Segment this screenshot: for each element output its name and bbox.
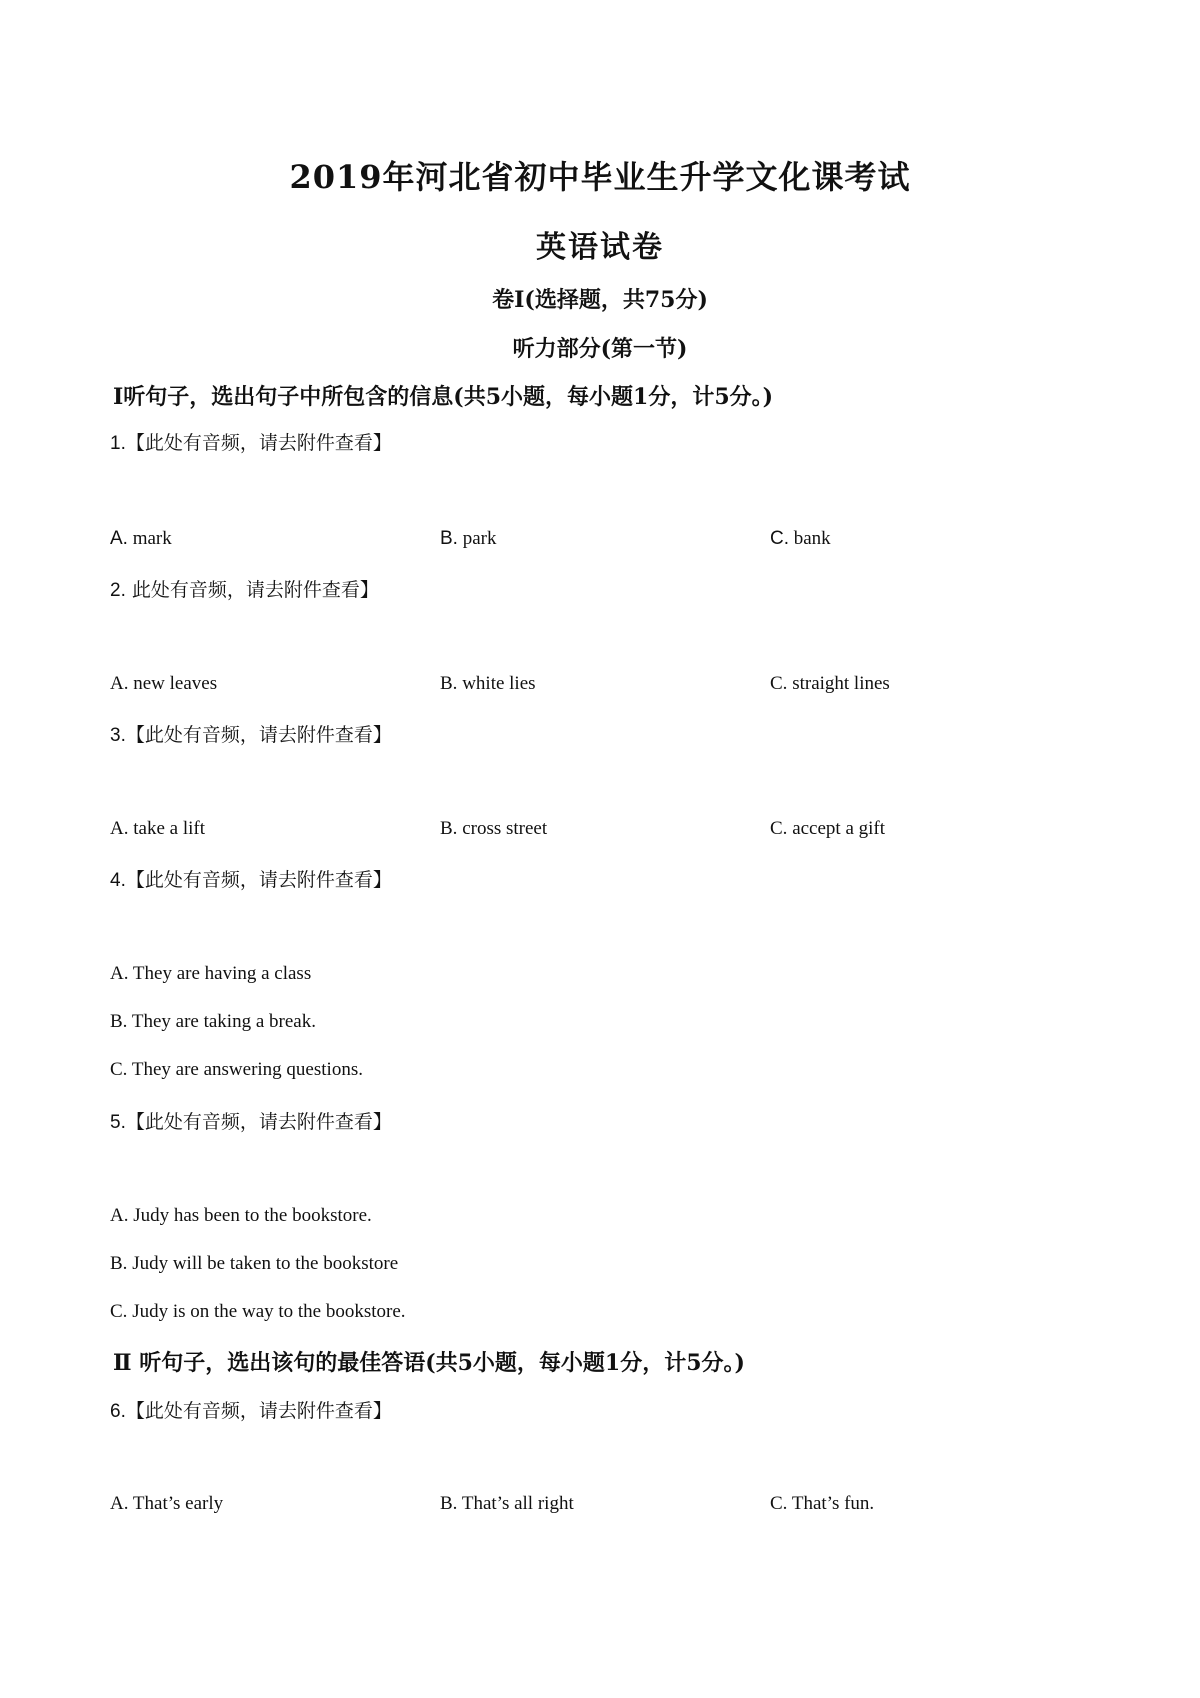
question-number: 5.: [110, 1112, 126, 1133]
question-number: 3.: [110, 725, 126, 746]
option-c: C. bank: [770, 528, 831, 549]
option-a: A. take a lift: [110, 818, 205, 839]
question-6: [110, 1396, 392, 1423]
audio-placeholder: 【此处有音频，请去附件查看】: [125, 1400, 392, 1422]
section-2-heading: Ⅱ 听句子，选出该句的最佳答语(共5小题，每小题1分，计5分。): [113, 1350, 745, 1376]
option-a: A. new leaves: [110, 673, 218, 694]
option-a: A. Judy has been to the bookstore.: [110, 1205, 372, 1226]
audio-placeholder: 【此处有音频，请去附件查看】: [125, 1111, 392, 1133]
audio-placeholder: 此处有音频，请去附件查看】: [125, 579, 379, 601]
question-number: 6.: [110, 1401, 126, 1422]
option-c: C. That’s fun.: [770, 1493, 875, 1514]
option-c: C. straight lines: [770, 673, 890, 694]
option-a: A. mark: [110, 528, 172, 549]
question-4: [110, 865, 392, 892]
volume-heading: 卷Ⅰ(选择题，共75分): [492, 287, 708, 313]
question-number: 4.: [110, 870, 126, 891]
question-3: [110, 720, 392, 747]
part-heading: 听力部分(第一节): [512, 336, 688, 362]
option-b: B. Judy will be taken to the bookstore: [110, 1253, 399, 1274]
option-c: C. Judy is on the way to the bookstore.: [110, 1301, 406, 1322]
option-b: B. park: [440, 528, 497, 549]
audio-placeholder: 【此处有音频，请去附件查看】: [125, 724, 392, 746]
document-title: 2019年河北省初中毕业生升学文化课考试: [289, 158, 911, 196]
option-a: A. That’s early: [110, 1493, 224, 1514]
option-c: C. They are answering questions.: [110, 1059, 363, 1080]
document-subtitle: 英语试卷: [536, 230, 664, 265]
option-b: B. That’s all right: [440, 1493, 574, 1514]
audio-placeholder: 【此处有音频，请去附件查看】: [125, 869, 392, 891]
section-1-heading: Ⅰ听句子，选出句子中所包含的信息(共5小题，每小题1分，计5分。): [113, 384, 774, 410]
question-number: 1.: [110, 433, 126, 454]
question-1: [110, 428, 392, 455]
option-b: B. cross street: [440, 818, 548, 839]
option-b: B. white lies: [440, 673, 536, 694]
option-b: B. They are taking a break.: [110, 1011, 316, 1032]
question-number: 2.: [110, 580, 126, 601]
question-5: [110, 1107, 392, 1134]
option-c: C. accept a gift: [770, 818, 886, 839]
question-2: [110, 575, 379, 602]
audio-placeholder: 【此处有音频，请去附件查看】: [125, 432, 392, 454]
option-a: A. They are having a class: [110, 963, 312, 984]
